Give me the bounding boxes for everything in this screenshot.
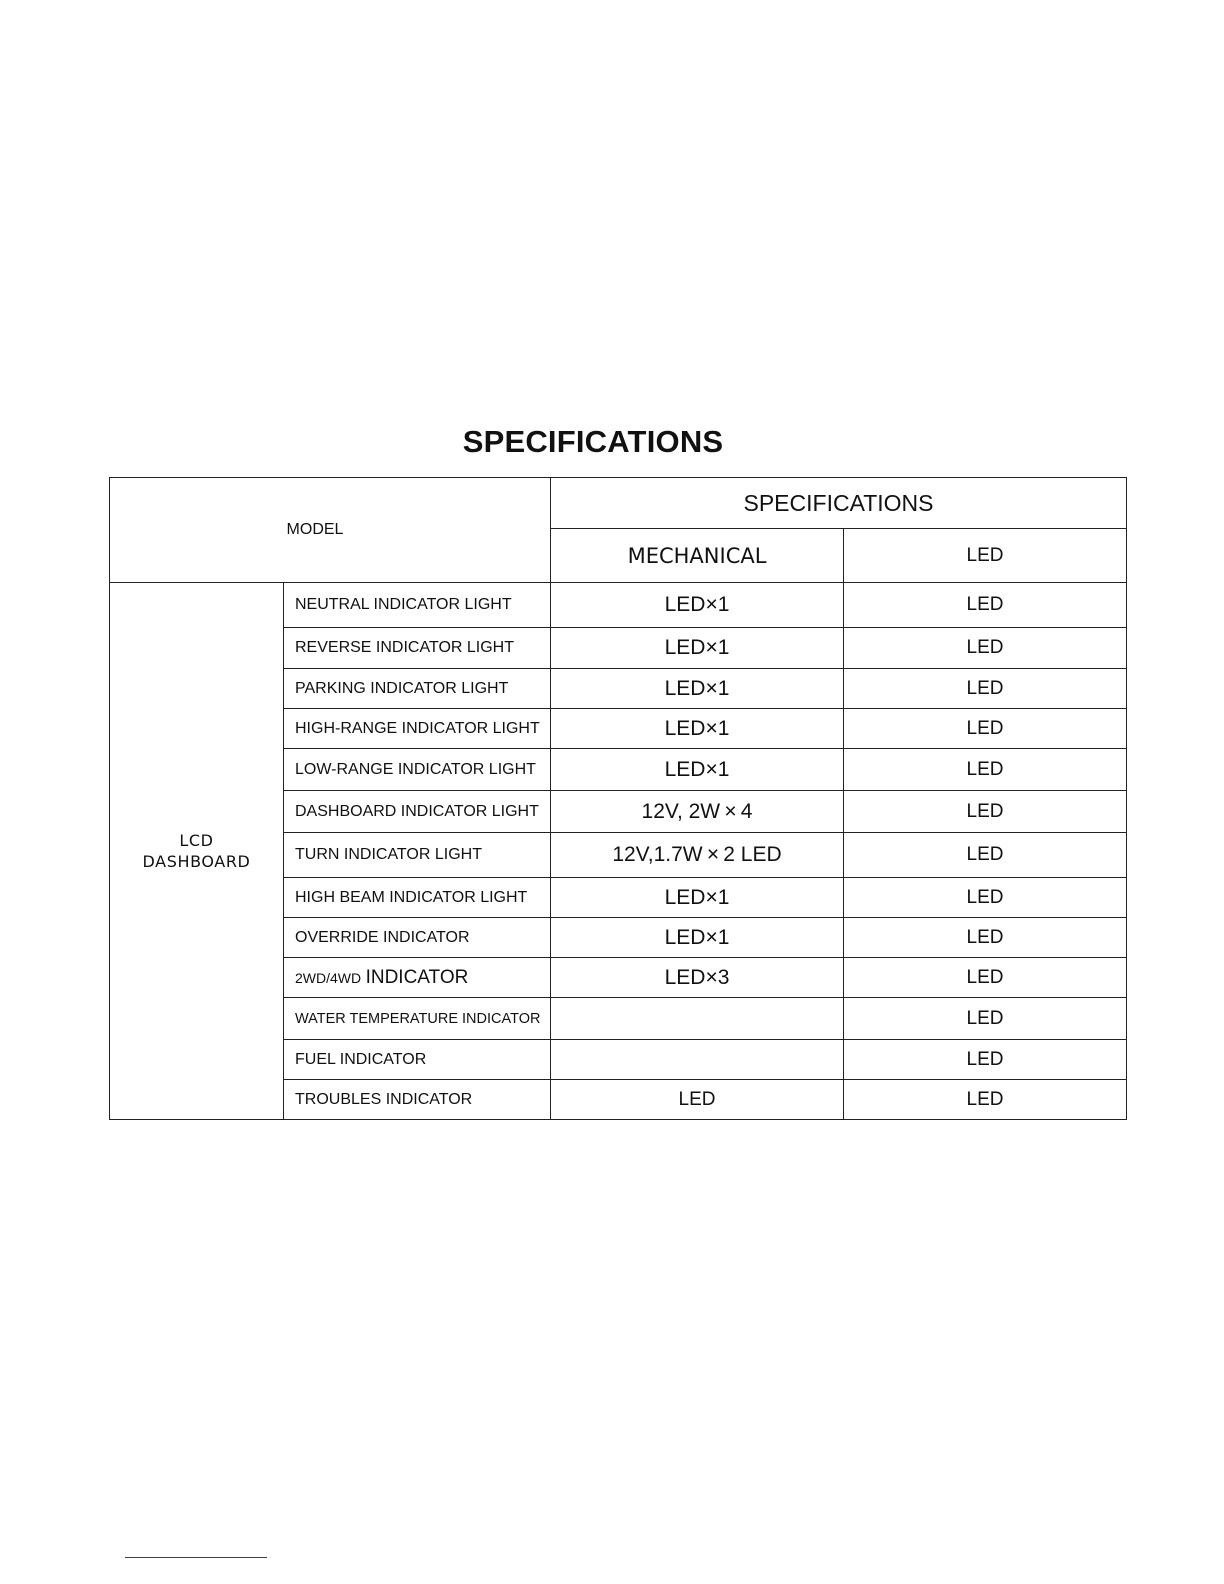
row-name: LOW-RANGE INDICATOR LIGHT: [284, 749, 551, 791]
row-led: LED: [844, 958, 1127, 998]
row-name: HIGH BEAM INDICATOR LIGHT: [284, 878, 551, 918]
specifications-table: [109, 477, 1127, 1120]
page-title: SPECIFICATIONS: [462, 424, 724, 459]
group-label-line1: LCD: [179, 831, 214, 850]
row-led: LED: [844, 749, 1127, 791]
row-led: LED: [844, 918, 1127, 958]
model-header: MODEL: [110, 478, 551, 583]
row-name: DASHBOARD INDICATOR LIGHT: [284, 791, 551, 833]
row-name: REVERSE INDICATOR LIGHT: [284, 628, 551, 669]
row-mechanical: [551, 1040, 844, 1080]
row-led: LED: [844, 1080, 1127, 1120]
row-name: [284, 958, 551, 998]
row-name: TURN INDICATOR LIGHT: [284, 833, 551, 878]
row-led: LED: [844, 833, 1127, 878]
led-column-header: LED: [844, 529, 1127, 583]
row-name: FUEL INDICATOR: [284, 1040, 551, 1080]
mechanical-column-header: MECHANICAL: [551, 529, 844, 583]
row-name: TROUBLES INDICATOR: [284, 1080, 551, 1120]
specifications-header: SPECIFICATIONS: [551, 478, 1127, 529]
footer-rule: [125, 1557, 267, 1558]
row-led: LED: [844, 669, 1127, 709]
row-led: LED: [844, 1040, 1127, 1080]
row-mechanical: LED×1: [551, 669, 844, 709]
row-name: HIGH-RANGE INDICATOR LIGHT: [284, 709, 551, 749]
table-row: [110, 583, 1127, 628]
row-led: LED: [844, 709, 1127, 749]
row-name: PARKING INDICATOR LIGHT: [284, 669, 551, 709]
row-mechanical: LED×1: [551, 709, 844, 749]
row-name: WATER TEMPERATURE INDICATOR: [284, 998, 551, 1040]
row-mechanical: [551, 998, 844, 1040]
group-label-line2: DASHBOARD: [142, 852, 251, 871]
row-mechanical: LED×1: [551, 749, 844, 791]
row-mechanical: 12V, 2W × 4: [551, 791, 844, 833]
row-name-prefix: 2WD/4WD: [295, 969, 362, 986]
row-led: LED: [844, 628, 1127, 669]
row-name: OVERRIDE INDICATOR: [284, 918, 551, 958]
row-mechanical: 12V,1.7W × 2 LED: [551, 833, 844, 878]
row-led: LED: [844, 583, 1127, 628]
row-name-suffix: INDICATOR: [365, 966, 469, 988]
row-led: LED: [844, 998, 1127, 1040]
row-mechanical: LED×1: [551, 628, 844, 669]
row-led: LED: [844, 878, 1127, 918]
row-mechanical: LED×1: [551, 583, 844, 628]
row-mechanical: LED×3: [551, 958, 844, 998]
row-mechanical: LED: [551, 1080, 844, 1120]
row-name: NEUTRAL INDICATOR LIGHT: [284, 583, 551, 628]
group-label: [110, 583, 284, 1120]
row-led: LED: [844, 791, 1127, 833]
row-mechanical: LED×1: [551, 918, 844, 958]
row-mechanical: LED×1: [551, 878, 844, 918]
